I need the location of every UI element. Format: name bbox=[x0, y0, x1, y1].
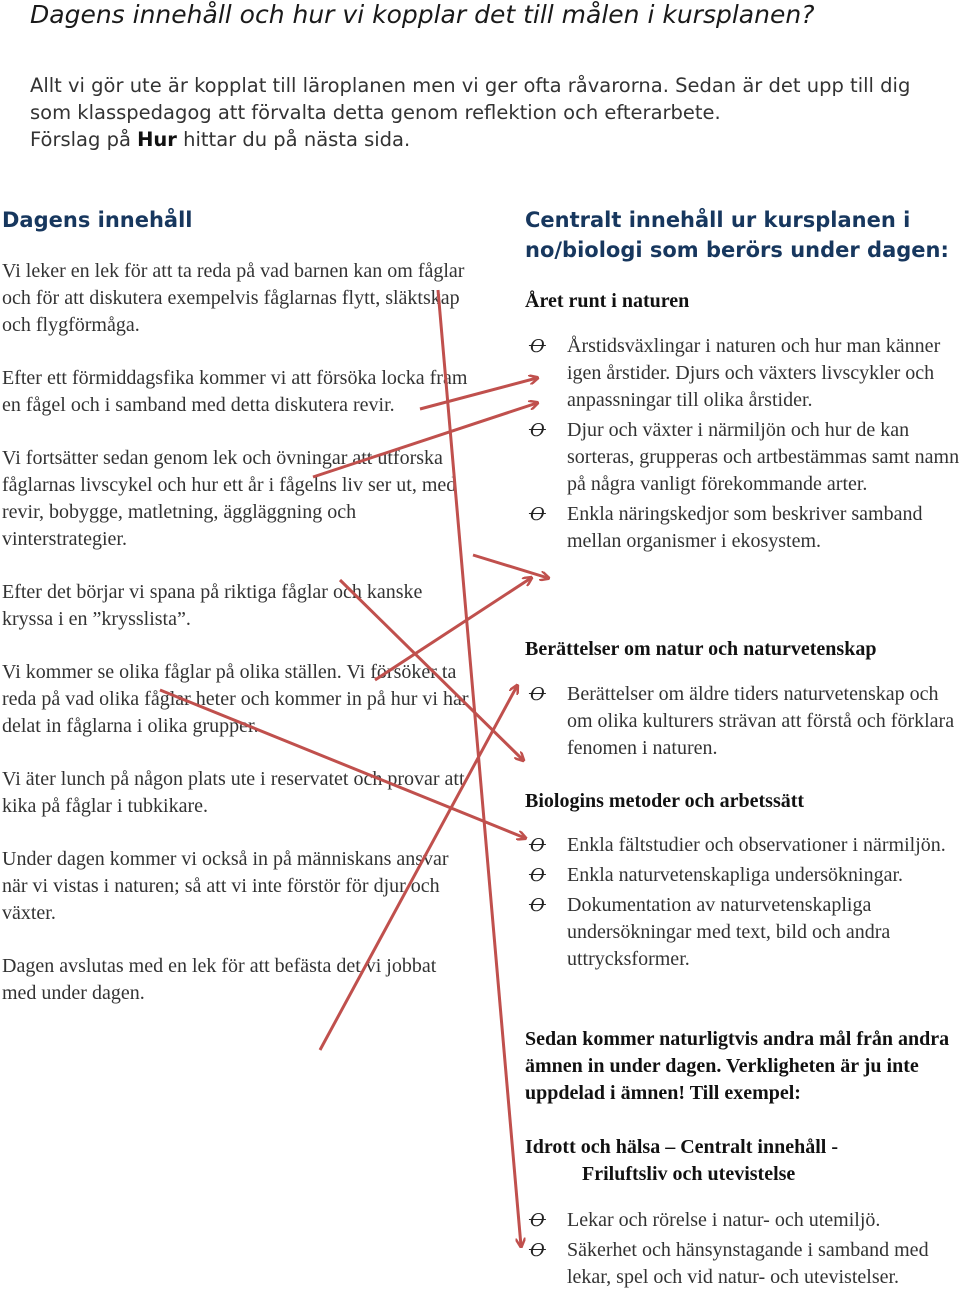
left-paragraph-4: Efter det börjar vi spana på riktiga fåglar och kanske kryssa i en ”krysslista”. bbox=[2, 581, 423, 630]
section-title-metoder: Biologins metoder och arbetssätt bbox=[525, 790, 805, 812]
other-subjects-note: Sedan kommer naturligtvis andra mål från andra ämnen in under dagen. Verkligheten är ju inte uppdelad i ämnen! Till exempel: bbox=[525, 1028, 950, 1104]
list-item: Ꝋ Enkla naturvetenskapliga undersökningar. bbox=[525, 862, 960, 889]
left-paragraph-2: Efter ett förmiddagsfika kommer vi att försöka locka fram en fågel och i samband med detta diskutera revir. bbox=[2, 367, 468, 416]
page-title: Dagens innehåll och hur vi kopplar det till målen i kursplanen? bbox=[30, 0, 815, 29]
section-title-aret-runt: Året runt i naturen bbox=[525, 290, 690, 312]
left-paragraph-5: Vi kommer se olika fåglar på olika ställen. Vi försöker ta reda på vad olika fåglar heter och kommer in på hur vi har delat in fåglarna i olika grupper. bbox=[2, 661, 469, 737]
bullet-icon: Ꝋ bbox=[529, 420, 546, 441]
list-item: Ꝋ Enkla fältstudier och observationer i närmiljön. bbox=[525, 832, 960, 859]
right-heading: Centralt innehåll ur kursplanen i no/biologi som berörs under dagen: bbox=[525, 208, 949, 262]
section-title-berattelser: Berättelser om natur och naturvetenskap bbox=[525, 638, 877, 660]
list-item: Ꝋ Dokumentation av naturvetenskapliga undersökningar med text, bild och andra uttrycksformer. bbox=[529, 894, 891, 970]
left-paragraph-1: Vi leker en lek för att ta reda på vad barnen kan om fåglar och för att diskutera exempelvis fåglarnas flytt, släktskap och flygförmåga. bbox=[2, 260, 465, 336]
bullet-icon: Ꝋ bbox=[529, 1210, 546, 1231]
intro-text bbox=[30, 72, 930, 153]
bullet-icon: Ꝋ bbox=[529, 1240, 546, 1261]
list-item: Ꝋ Säkerhet och hänsynstagande i samband med lekar, spel och vid natur- och utevistelser. bbox=[529, 1239, 929, 1288]
left-column bbox=[2, 258, 472, 1033]
list-aret-runt bbox=[525, 333, 960, 555]
left-heading: Dagens innehåll bbox=[2, 208, 193, 232]
left-paragraph-3: Vi fortsätter sedan genom lek och övningar att utforska fåglarnas livscykel och hur ett år i fågelns liv ser ut, med revir, bobygge, matletning, äggläggning och vinterstrategier. bbox=[2, 447, 457, 550]
list-item: Ꝋ Djur och växter i närmiljön och hur de kan sorteras, grupperas och artbestämmas samt namn på några vanligt förekommande arter. bbox=[529, 419, 960, 495]
bullet-icon: Ꝋ bbox=[529, 336, 546, 357]
list-item: Ꝋ Årstidsväxlingar i naturen och hur man känner igen årstider. Djurs och växters livscykler och anpassningar till olika årstider. bbox=[529, 335, 941, 411]
bullet-icon: Ꝋ bbox=[529, 684, 546, 705]
bullet-icon: Ꝋ bbox=[529, 865, 546, 886]
intro-line1: Allt vi gör ute är kopplat till läroplanen men vi ger ofta råvarorna. Sedan är det upp till dig som klasspedagog att förvalta detta genom reflektion och efterarbete. bbox=[30, 74, 911, 124]
intro-line2-bold: Hur bbox=[137, 128, 177, 151]
bullet-icon: Ꝋ bbox=[529, 504, 546, 525]
intro-line2-pre: Förslag på bbox=[30, 128, 138, 151]
bullet-icon: Ꝋ bbox=[529, 835, 546, 856]
left-paragraph-7: Under dagen kommer vi också in på människans ansvar när vi vistas i naturen; så att vi inte förstör för djur och växter. bbox=[2, 848, 449, 924]
list-item: Ꝋ Berättelser om äldre tiders naturvetenskap och om olika kulturers strävan att förstå och förklara fenomen i naturen. bbox=[529, 683, 955, 759]
list-metoder bbox=[525, 832, 960, 973]
left-paragraph-8: Dagen avslutas med en lek för att befästa det vi jobbat med under dagen. bbox=[2, 955, 437, 1004]
list-berattelser bbox=[525, 681, 960, 762]
list-idrott bbox=[525, 1207, 960, 1291]
bullet-icon: Ꝋ bbox=[529, 895, 546, 916]
list-item: Ꝋ Enkla näringskedjor som beskriver samband mellan organismer i ekosystem. bbox=[529, 503, 923, 552]
left-paragraph-6: Vi äter lunch på någon plats ute i reservatet och provar att kika på fåglar i tubkikare. bbox=[2, 768, 465, 817]
section-title-idrott: Idrott och hälsa – Centralt innehåll - Friluftsliv och utevistelse bbox=[525, 1136, 838, 1185]
arrow-line bbox=[473, 555, 548, 578]
list-item: Ꝋ Lekar och rörelse i natur- och utemiljö. bbox=[525, 1207, 960, 1234]
intro-line2-post: hittar du på nästa sida. bbox=[176, 128, 411, 151]
